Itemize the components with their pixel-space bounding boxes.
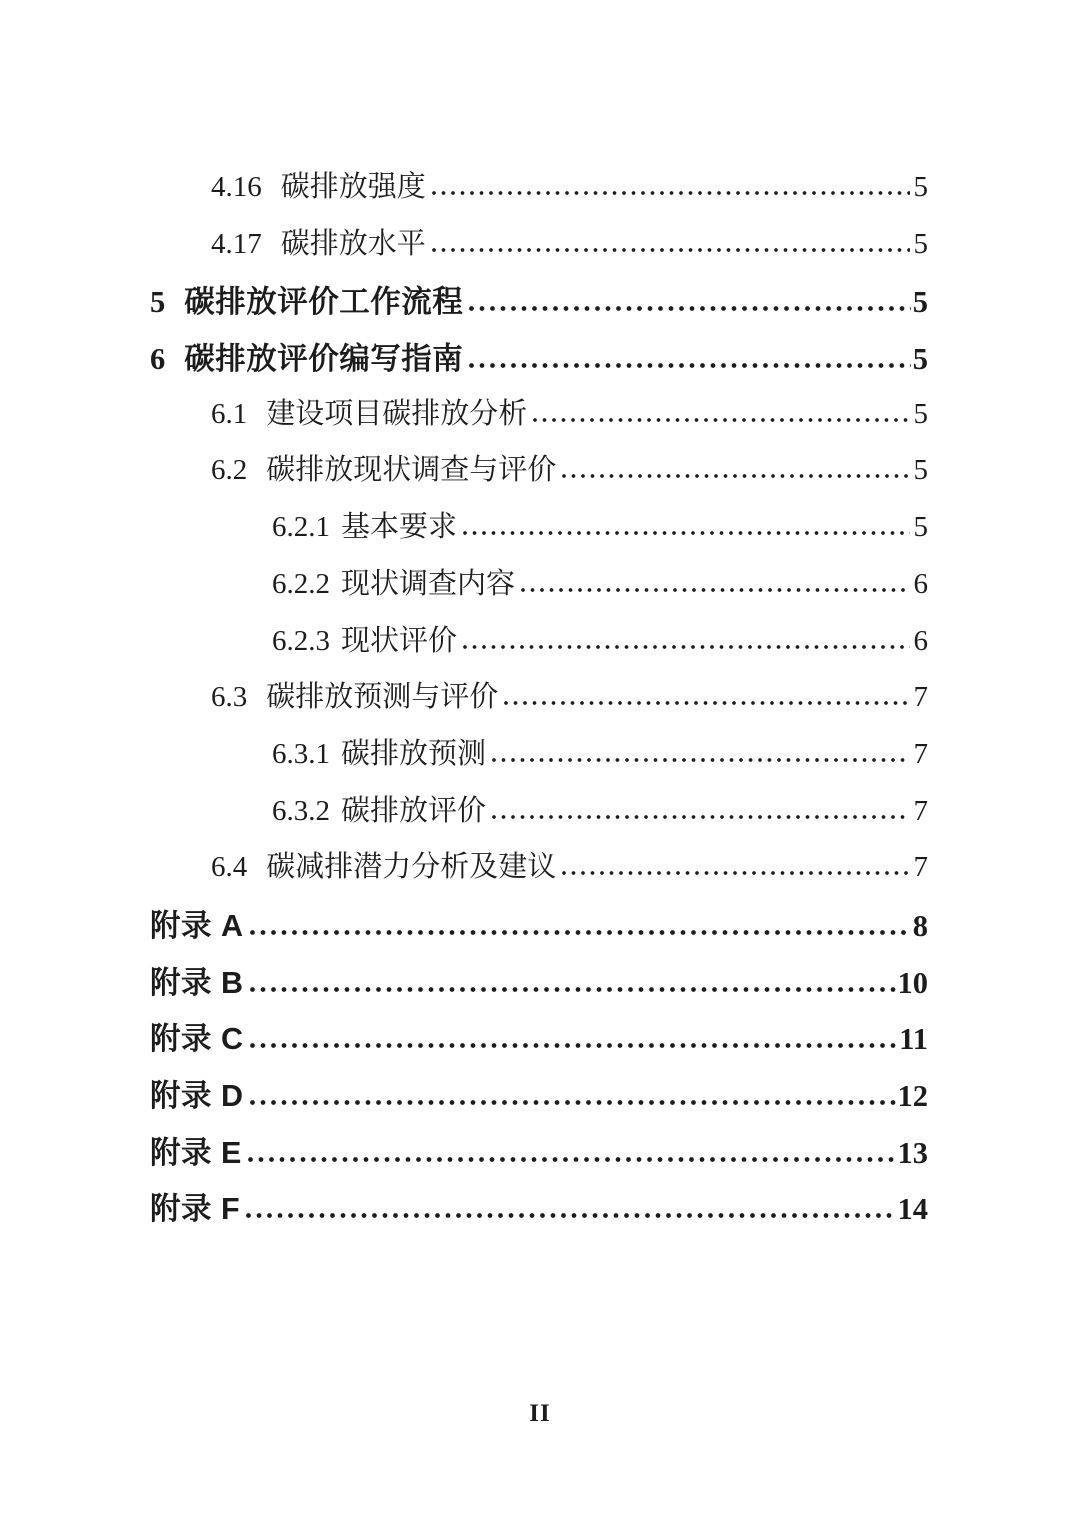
toc-entry-title: 碳排放评价编写指南	[184, 342, 464, 377]
toc-entry-number: 6.4	[211, 851, 248, 884]
toc-entry-page-number: 5	[913, 227, 928, 260]
toc-entry-page-number: 5	[913, 171, 928, 203]
toc-entry-title: 碳排放评价	[341, 794, 487, 827]
toc-entry-title: 碳排放预测	[341, 737, 487, 770]
toc-entry-number: 4.16	[211, 171, 262, 203]
dot-leader	[462, 529, 909, 536]
toc-entry	[150, 492, 928, 549]
toc-entry-number: 4.17	[211, 227, 262, 260]
toc-entry-page-number: 7	[913, 851, 928, 884]
toc-entry	[150, 379, 928, 436]
toc-entry-title: 碳排放强度	[280, 171, 426, 203]
toc-entry-page-number: 12	[897, 1079, 928, 1113]
toc-entry	[150, 832, 928, 889]
toc-entry-page-number: 14	[897, 1192, 928, 1227]
dot-leader	[462, 643, 909, 650]
toc-entry-title: 附录 C	[150, 1022, 244, 1057]
dot-leader	[468, 305, 911, 312]
toc-entry	[150, 1116, 928, 1173]
toc-entry-number: 6.2.3	[272, 624, 330, 657]
toc-entry-page-number: 5	[912, 342, 928, 377]
toc-entry-title: 附录 F	[150, 1192, 241, 1227]
dot-leader	[249, 1042, 898, 1049]
dot-leader	[491, 756, 909, 763]
toc-entry-page-number: 5	[913, 397, 928, 430]
toc-entry-page-number: 11	[899, 1022, 928, 1057]
dot-leader	[249, 986, 896, 993]
toc-list	[150, 152, 928, 1229]
toc-entry-number: 6.2.2	[272, 567, 330, 600]
toc-entry	[150, 719, 928, 776]
toc-entry	[150, 549, 928, 606]
toc-entry-page-number: 8	[912, 908, 928, 943]
toc-entry	[150, 152, 928, 209]
toc-entry-number: 6.3	[211, 681, 248, 714]
toc-entry-title: 基本要求	[341, 511, 458, 544]
toc-entry-page-number: 7	[913, 794, 928, 827]
toc-entry	[150, 322, 928, 379]
dot-leader	[245, 1212, 895, 1219]
toc-entry-title: 附录 A	[150, 908, 244, 943]
toc-entry-number: 6.1	[211, 397, 248, 430]
toc-entry	[150, 209, 928, 266]
toc-entry-page-number: 6	[913, 624, 928, 657]
dot-leader	[247, 1156, 896, 1163]
toc-entry	[150, 1002, 928, 1059]
toc-entry-page-number: 10	[897, 965, 928, 1000]
toc-entry-title: 附录 E	[150, 1135, 242, 1170]
dot-leader	[491, 813, 909, 820]
dot-leader	[468, 362, 911, 369]
toc-entry	[150, 1059, 928, 1116]
toc-entry-page-number: 7	[913, 737, 928, 770]
toc-entry	[150, 606, 928, 663]
toc-entry-page-number: 5	[912, 285, 928, 320]
dot-leader	[431, 246, 910, 253]
toc-entry	[150, 1172, 928, 1229]
toc-entry-number: 6.2.1	[272, 511, 330, 544]
toc-entry-number: 6.3.2	[272, 794, 330, 827]
dot-leader	[532, 416, 909, 423]
toc-entry	[150, 435, 928, 492]
dot-leader	[561, 472, 909, 479]
dot-leader	[520, 586, 909, 593]
toc-entry-title: 碳排放评价工作流程	[184, 285, 464, 320]
toc-entry	[150, 265, 928, 322]
dot-leader	[249, 929, 911, 936]
toc-entry-number: 6.2	[211, 454, 248, 487]
dot-leader	[503, 699, 909, 706]
toc-entry	[150, 889, 928, 946]
toc-entry-number: 6	[150, 342, 166, 377]
toc-entry-page-number: 13	[897, 1135, 928, 1170]
toc-entry-title: 建设项目碳排放分析	[266, 397, 528, 430]
toc-entry-title: 现状调查内容	[341, 567, 516, 600]
toc-entry-title: 现状评价	[341, 624, 458, 657]
toc-entry-page-number: 7	[913, 681, 928, 714]
dot-leader	[249, 1099, 896, 1106]
toc-entry	[150, 946, 928, 1003]
toc-entry-title: 碳减排潜力分析及建议	[266, 851, 557, 884]
toc-entry-title: 碳排放现状调查与评价	[266, 454, 557, 487]
toc-entry-title: 附录 B	[150, 965, 244, 1000]
toc-entry	[150, 662, 928, 719]
toc-entry-page-number: 6	[913, 567, 928, 600]
toc-entry-number: 5	[150, 285, 166, 320]
toc-entry-number: 6.3.1	[272, 737, 330, 770]
toc-entry-title: 碳排放预测与评价	[266, 681, 499, 714]
toc-entry-page-number: 5	[913, 454, 928, 487]
dot-leader	[561, 869, 909, 876]
page-number-footer: II	[529, 1400, 551, 1427]
toc-entry-title: 碳排放水平	[280, 227, 426, 260]
toc-entry-title: 附录 D	[150, 1079, 244, 1113]
toc-entry-page-number: 5	[913, 511, 928, 544]
dot-leader	[431, 189, 910, 196]
toc-entry	[150, 776, 928, 833]
